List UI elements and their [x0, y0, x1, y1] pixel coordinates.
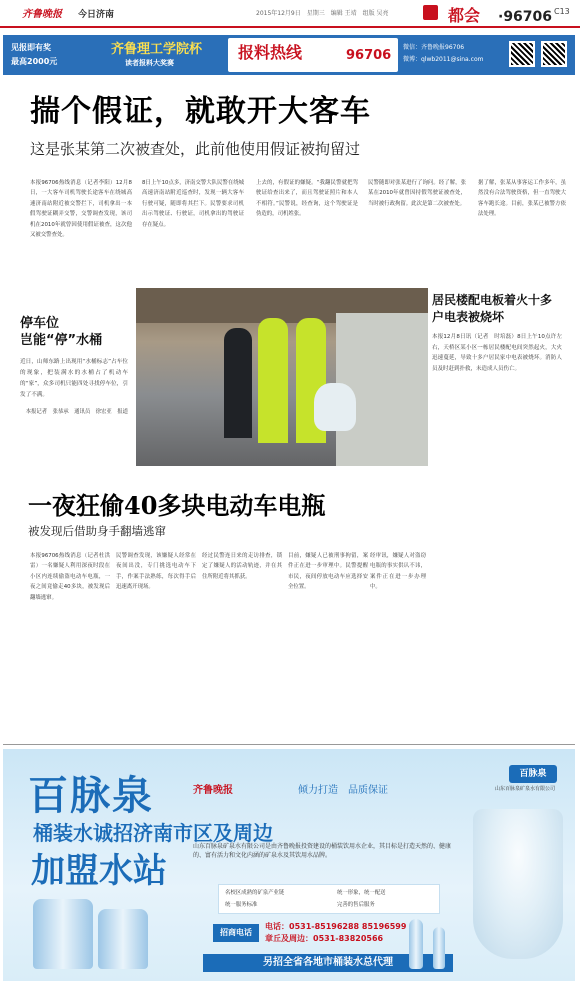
divider	[3, 744, 575, 745]
story4-body: 本报12月8日讯（记者 时培磊）8日上午10点许左右，天桥区某小区一栋居民楼配电间突然起火，大火迅速蔓延，导致十多户居民家中电表被烧坏。消防人员及时赶到扑救，未造成人员伤亡。	[432, 334, 562, 372]
header-rule	[0, 26, 580, 28]
story1-column: 据了解，张某从事客运工作多年，虽然没有合法驾驶资格，但一直驾驶大客车跑长途。目前，张某已被警方依法处理。	[478, 180, 566, 218]
ad-slogan1: 倾力打造	[298, 785, 338, 796]
ad-intro: 山东百脉泉矿泉水有限公司是由齐鲁晚报投资建设的桶装饮用水企业，其目标是打造天然的、健康的、富有活力和文化内涵的矿泉水及其饮用水品牌。	[193, 843, 452, 859]
section-icon	[423, 5, 438, 20]
story3-subhead: 被发现后借助身手翻墙逃窜	[28, 524, 166, 538]
weibo-text: 微博：qlwb2011@sina.com	[403, 56, 484, 63]
hotline-number: ·96706	[498, 9, 553, 25]
ad-phone2: 章丘及周边：0531-83820566	[265, 934, 384, 943]
ad-paper-logo: 齐鲁晚报	[193, 785, 233, 796]
ad-company: 山东百脉泉矿泉水有限公司	[495, 786, 556, 792]
photo-person	[224, 328, 252, 438]
story3-column: 本报96706热线消息（记者杜洪雷）一名嫌疑人利用深夜时段在小区内连续偷盗电动车电瓶，一夜之间竟偷走40多块，被发现后翻墙逃窜。	[30, 553, 110, 601]
story3-column: 目前，嫌疑人已被刑事拘留，案件正在进一步审理中。民警提醒市民，夜间停放电动车应选择安全位置。	[288, 553, 368, 591]
photo-officer	[258, 318, 288, 443]
story2-byline: 本报记者 张恭承 通讯员 徐宏亚 报道	[25, 409, 128, 415]
news-photo	[136, 288, 428, 466]
hotline-banner	[3, 35, 575, 75]
ad-franchise: 加盟水站	[31, 851, 167, 891]
section-tag: 都会	[448, 6, 481, 25]
story3-headline: 一夜狂偷40多块电动车电瓶	[28, 491, 326, 520]
ad-bullets	[218, 884, 440, 914]
story2-headline: 停车位	[20, 316, 60, 331]
story1-headline: 揣个假证，就敢开大客车	[30, 94, 371, 129]
banner-line2: 最高2000元	[11, 57, 58, 66]
ad-headline: 桶装水诚招济南市区及周边	[33, 821, 273, 845]
story2-body: 近日，山师东路上出现用“水桶标志”占车位的现象，把装满水的水桶占了机动车的“家”，众多司机只能四处寻找停车位，引发了不满。	[20, 359, 128, 398]
story1-column: 本报96706热线消息（记者李阳）12月8日，一大客车司机驾驶长途客车在绕城高速济南站附近被交警拦下，司机拿出一本假驾驶证糊弄交警，交警调查发现，该司机在2010年就曾因使用假证被查，这次他又被交警查处。	[30, 180, 132, 239]
ad-bullet: 统一形象，统一配送	[337, 890, 386, 896]
page-number: C13	[554, 7, 570, 16]
ad-bullet: 完善的售后服务	[337, 902, 375, 908]
water-barrel-icon	[98, 909, 148, 969]
qr-code-icon	[541, 41, 567, 67]
water-advertisement	[3, 749, 575, 981]
story1-column: 8日上午10点多，济南交警大队民警在绕城高速济南站附近巡查时，发现一辆大客车行驶可疑，随即将其拦下。民警要求司机出示驾驶证、行驶证，司机拿出的驾驶证存在疑点。	[142, 180, 244, 228]
masthead-logo: 齐鲁晚报	[22, 9, 62, 20]
ad-logo: 百脉泉	[509, 765, 557, 783]
page-header	[0, 0, 580, 32]
ad-brand: 百脉泉	[28, 772, 154, 819]
qr-code-icon	[509, 41, 535, 67]
story2-block	[20, 315, 128, 417]
story1-column: 民警随即对张某进行了询问。经了解，张某在2010年就曾因持假驾驶证被查处，当时被行政拘留。此次是第二次被查处。	[368, 180, 466, 207]
ad-bullet: 名校区成熟的矿泉产业链	[225, 890, 285, 896]
story4-headline: 居民楼配电板着火十多户电表被烧坏	[432, 293, 553, 324]
banner-school-sub: 读者报料大奖赛	[125, 59, 174, 67]
water-bottle-icon	[433, 927, 445, 969]
story3-column: 经审讯，嫌疑人对盗窃电瓶的事实供认不讳，案件正在进一步办理中。	[370, 553, 426, 591]
story1-column: 上去的，有假证的嫌疑。“我翻民警就把驾驶证给查出来了，而且驾驶证照片和本人不相符。”民警说，经查询，这个驾驶证是伪造的，司机姓张。	[256, 180, 358, 218]
ad-bottom-line: 另招全省各地市桶装水总代理	[203, 954, 453, 972]
ad-phone: 电话：0531-85196288 85196599	[265, 922, 407, 931]
banner-school: 齐鲁理工学院杯	[111, 42, 203, 57]
ad-slogan2: 品质保证	[348, 785, 388, 796]
hotline-label: 报料热线	[238, 43, 303, 62]
water-bottle-icon	[409, 919, 423, 969]
hotline-num: 96706	[346, 48, 392, 63]
story1-subhead: 这是张某第二次被查处，此前他使用假证被拘留过	[30, 140, 361, 158]
story3-column: 经过民警连日来的走访排查，锁定了嫌疑人的活动轨迹，并在其住所附近将其抓获。	[202, 553, 282, 580]
date-line: 2015年12月9日 星期三 编辑 王靖 组版 吴亮	[256, 10, 389, 17]
photo-water-bucket	[314, 383, 356, 431]
water-barrel-icon	[33, 899, 93, 969]
glass-of-water-icon	[473, 809, 563, 959]
story3-column: 民警调查发现，该嫌疑人经常在夜间出没，专门挑选电动车下手，作案手法熟练，每次得手后迅速离开现场。	[116, 553, 196, 591]
hotline-box	[228, 38, 398, 72]
ad-bullet: 统一服务标准	[225, 902, 258, 908]
banner-line1: 见报即有奖	[11, 43, 51, 52]
edition-label: 今日济南	[78, 10, 115, 20]
ad-phone-label: 招商电话	[213, 924, 259, 942]
story2-headline: 岂能“停”水桶	[20, 333, 103, 348]
weixin-text: 微信：齐鲁晚报96706	[403, 44, 465, 51]
